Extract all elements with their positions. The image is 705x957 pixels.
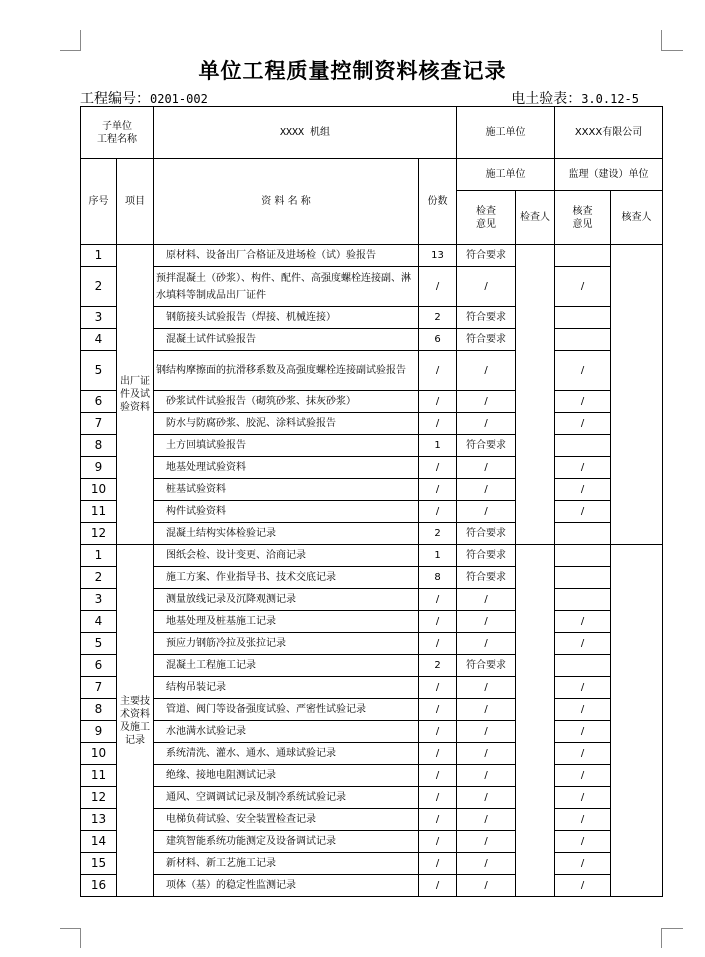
document-name: 系统清洗、灌水、通水、通球试验记录: [154, 743, 419, 765]
crop-mark: [80, 30, 81, 51]
check-opinion: 符合要求: [457, 245, 516, 267]
row-number: 6: [81, 391, 117, 413]
project-number-label: 工程编号：: [80, 91, 150, 107]
check-opinion: /: [457, 699, 516, 721]
verify-opinion: [555, 545, 611, 567]
table-row: [81, 245, 663, 267]
document-name: 桩基试验资料: [154, 479, 419, 501]
header-row-columns: [81, 159, 663, 191]
verify-opinion: /: [555, 853, 611, 875]
document-name: 砂浆试件试验报告（砌筑砂浆、抹灰砂浆）: [154, 391, 419, 413]
table-row: [81, 831, 663, 853]
group-label: [117, 545, 154, 897]
document-name: 预拌混凝土（砂浆）、构件、配件、高强度螺栓连接副、淋水填料等制成品出厂证件: [154, 267, 419, 307]
group-label-line: 验资料: [120, 402, 150, 413]
check-opinion: 符合要求: [457, 655, 516, 677]
table-row: [81, 589, 663, 611]
check-opinion: /: [457, 831, 516, 853]
crop-mark: [661, 50, 683, 51]
check-opinion: /: [457, 391, 516, 413]
form-number-label: 电土验表：: [511, 91, 582, 107]
contractor-name: XXXX有限公司: [555, 107, 663, 159]
header-row-unit: [81, 107, 663, 159]
verify-opinion: [555, 655, 611, 677]
sub-unit-label-line: 工程名称: [97, 133, 137, 145]
checker-cell: [516, 545, 555, 897]
document-name: 预应力钢筋冷拉及张拉记录: [154, 633, 419, 655]
crop-mark: [661, 30, 662, 51]
document-name: 管道、阀门等设备强度试验、严密性试验记录: [154, 699, 419, 721]
document-name: 绝缘、接地电阻测试记录: [154, 765, 419, 787]
col-supervisor-header: 监理（建设）单位: [555, 159, 663, 191]
table-row: [81, 391, 663, 413]
verify-opinion: /: [555, 413, 611, 435]
copies: /: [419, 351, 457, 391]
row-number: 10: [81, 479, 117, 501]
group-label: [117, 245, 154, 545]
row-number: 1: [81, 545, 117, 567]
row-number: 2: [81, 567, 117, 589]
check-opinion: /: [457, 479, 516, 501]
sub-unit-label-cell: [81, 107, 154, 159]
check-opinion: /: [457, 743, 516, 765]
table-row: [81, 809, 663, 831]
verify-opinion: /: [555, 743, 611, 765]
verify-opinion: /: [555, 391, 611, 413]
check-opinion: /: [457, 721, 516, 743]
row-number: 4: [81, 611, 117, 633]
copies: /: [419, 853, 457, 875]
check-opinion: /: [457, 787, 516, 809]
check-opinion: /: [457, 267, 516, 307]
copies: /: [419, 875, 457, 897]
copies: /: [419, 457, 457, 479]
verify-opinion: /: [555, 699, 611, 721]
check-opinion: /: [457, 501, 516, 523]
project-number-value: 0201-002: [150, 92, 208, 106]
row-number: 12: [81, 787, 117, 809]
verify-opinion: /: [555, 457, 611, 479]
copies: /: [419, 765, 457, 787]
col-opinion-header: [457, 191, 516, 245]
contractor-label: 施工单位: [457, 107, 555, 159]
document-name: 结构吊装记录: [154, 677, 419, 699]
crop-mark: [661, 928, 683, 929]
copies: /: [419, 699, 457, 721]
check-opinion: /: [457, 677, 516, 699]
table-row: [81, 329, 663, 351]
verify-opinion: [555, 307, 611, 329]
table-row: [81, 267, 663, 307]
row-number: 6: [81, 655, 117, 677]
col-opinion-header-line: 检查: [476, 205, 497, 217]
document-name: 混凝土结构实体检验记录: [154, 523, 419, 545]
document-name: 混凝土工程施工记录: [154, 655, 419, 677]
verify-opinion: [555, 567, 611, 589]
row-number: 3: [81, 307, 117, 329]
check-opinion: /: [457, 853, 516, 875]
verify-opinion: [555, 523, 611, 545]
check-opinion: 符合要求: [457, 567, 516, 589]
document-name: 地基处理试验资料: [154, 457, 419, 479]
verify-opinion: [555, 589, 611, 611]
table-row: [81, 523, 663, 545]
table-row: [81, 655, 663, 677]
sub-unit-name: XXXX 机组: [154, 107, 457, 159]
copies: 1: [419, 435, 457, 457]
copies: 1: [419, 545, 457, 567]
copies: /: [419, 589, 457, 611]
table-row: [81, 413, 663, 435]
document-name: 构件试验资料: [154, 501, 419, 523]
group-label-line: 记录: [125, 734, 145, 746]
table-row: [81, 351, 663, 391]
col-verify-opinion-header-line: 意见: [572, 218, 593, 230]
copies: 2: [419, 655, 457, 677]
row-number: 8: [81, 699, 117, 721]
check-opinion: 符合要求: [457, 435, 516, 457]
document-name: 地基处理及桩基施工记录: [154, 611, 419, 633]
group-label-line: 出厂证: [120, 376, 150, 387]
col-item-header: 项目: [117, 159, 154, 245]
row-number: 15: [81, 853, 117, 875]
check-opinion: 符合要求: [457, 523, 516, 545]
check-opinion: /: [457, 765, 516, 787]
row-number: 11: [81, 501, 117, 523]
check-opinion: 符合要求: [457, 545, 516, 567]
table-row: [81, 307, 663, 329]
document-name: 原材料、设备出厂合格证及进场检（试）验报告: [154, 245, 419, 267]
document-name: 通风、空调调试记录及制冷系统试验记录: [154, 787, 419, 809]
copies: /: [419, 413, 457, 435]
copies: /: [419, 611, 457, 633]
table-row: [81, 633, 663, 655]
copies: /: [419, 721, 457, 743]
copies: /: [419, 743, 457, 765]
verify-opinion: /: [555, 501, 611, 523]
project-number: [80, 88, 208, 108]
copies: /: [419, 267, 457, 307]
verify-opinion: /: [555, 831, 611, 853]
document-name: 土方回填试验报告: [154, 435, 419, 457]
verify-opinion: /: [555, 721, 611, 743]
table-row: [81, 567, 663, 589]
copies: 2: [419, 523, 457, 545]
crop-mark: [60, 928, 81, 929]
check-opinion: /: [457, 413, 516, 435]
check-opinion: /: [457, 809, 516, 831]
document-name: 水池满水试验记录: [154, 721, 419, 743]
copies: /: [419, 391, 457, 413]
row-number: 16: [81, 875, 117, 897]
group-label-line: 主要技: [120, 695, 150, 707]
document-name: 钢筋接头试验报告（焊接、机械连接）: [154, 307, 419, 329]
copies: 8: [419, 567, 457, 589]
group-label-line: 件及试: [120, 389, 150, 400]
check-opinion: /: [457, 875, 516, 897]
document-name: 测量放线记录及沉降观测记录: [154, 589, 419, 611]
check-opinion: /: [457, 611, 516, 633]
row-number: 5: [81, 351, 117, 391]
col-opinion-header-line: 意见: [476, 218, 497, 230]
table-row: [81, 875, 663, 897]
verify-opinion: [555, 329, 611, 351]
verify-opinion: /: [555, 267, 611, 307]
copies: /: [419, 787, 457, 809]
crop-mark: [661, 928, 662, 948]
table-row: [81, 699, 663, 721]
verifier-cell: [611, 245, 663, 545]
verify-opinion: /: [555, 787, 611, 809]
row-number: 13: [81, 809, 117, 831]
document-name: 新材料、新工艺施工记录: [154, 853, 419, 875]
copies: 6: [419, 329, 457, 351]
crop-mark: [60, 50, 81, 51]
verify-opinion: /: [555, 809, 611, 831]
verify-opinion: /: [555, 351, 611, 391]
check-opinion: /: [457, 351, 516, 391]
table-row: [81, 743, 663, 765]
document-name: 电梯负荷试验、安全装置检查记录: [154, 809, 419, 831]
copies: 2: [419, 307, 457, 329]
check-opinion: 符合要求: [457, 307, 516, 329]
row-number: 12: [81, 523, 117, 545]
verify-opinion: /: [555, 875, 611, 897]
row-number: 3: [81, 589, 117, 611]
copies: /: [419, 831, 457, 853]
row-number: 7: [81, 677, 117, 699]
row-number: 2: [81, 267, 117, 307]
verify-opinion: /: [555, 633, 611, 655]
verify-opinion: /: [555, 677, 611, 699]
col-verify-opinion-header: [555, 191, 611, 245]
col-verifier-header: 核查人: [611, 191, 663, 245]
document-name: 图纸会检、设计变更、洽商记录: [154, 545, 419, 567]
check-opinion: /: [457, 457, 516, 479]
check-opinion: /: [457, 633, 516, 655]
copies: /: [419, 479, 457, 501]
row-number: 1: [81, 245, 117, 267]
document-name: 混凝土试件试验报告: [154, 329, 419, 351]
table-row: [81, 611, 663, 633]
table-row: [81, 479, 663, 501]
copies: /: [419, 809, 457, 831]
row-number: 9: [81, 721, 117, 743]
check-record-table: [80, 106, 663, 897]
copies: 13: [419, 245, 457, 267]
checker-cell: [516, 245, 555, 545]
crop-mark: [80, 928, 81, 948]
col-seq-header: 序号: [81, 159, 117, 245]
table-row: [81, 853, 663, 875]
table-row: [81, 545, 663, 567]
sub-unit-label-line: 子单位: [102, 120, 132, 132]
form-number: [511, 88, 639, 108]
copies: /: [419, 677, 457, 699]
col-copies-header: 份数: [419, 159, 457, 245]
document-name: 施工方案、作业指导书、技术交底记录: [154, 567, 419, 589]
copies: /: [419, 633, 457, 655]
table-row: [81, 787, 663, 809]
table-row: [81, 457, 663, 479]
check-opinion: /: [457, 589, 516, 611]
document-name: 建筑智能系统功能测定及设备调试记录: [154, 831, 419, 853]
col-checker-header: 检查人: [516, 191, 555, 245]
table-row: [81, 721, 663, 743]
table-row: [81, 435, 663, 457]
verify-opinion: /: [555, 611, 611, 633]
verify-opinion: /: [555, 479, 611, 501]
form-number-value: 3.0.12-5: [581, 92, 639, 106]
document-name: 项体（基）的稳定性监测记录: [154, 875, 419, 897]
group-label-line: 及施工: [120, 721, 150, 733]
page-title: 单位工程质量控制资料核查记录: [198, 59, 507, 83]
row-number: 8: [81, 435, 117, 457]
row-number: 5: [81, 633, 117, 655]
row-number: 14: [81, 831, 117, 853]
table-row: [81, 677, 663, 699]
col-verify-opinion-header-line: 核查: [572, 205, 593, 217]
row-number: 10: [81, 743, 117, 765]
table-row: [81, 501, 663, 523]
verifier-cell: [611, 545, 663, 897]
row-number: 9: [81, 457, 117, 479]
col-contractor-header: 施工单位: [457, 159, 555, 191]
check-opinion: 符合要求: [457, 329, 516, 351]
row-number: 4: [81, 329, 117, 351]
group-label-line: 术资料: [120, 708, 150, 720]
verify-opinion: /: [555, 765, 611, 787]
row-number: 11: [81, 765, 117, 787]
copies: /: [419, 501, 457, 523]
document-name: 防水与防腐砂浆、胶泥、涂料试验报告: [154, 413, 419, 435]
row-number: 7: [81, 413, 117, 435]
table-row: [81, 765, 663, 787]
col-doc-name-header: 资 料 名 称: [154, 159, 419, 245]
verify-opinion: [555, 435, 611, 457]
document-name: 钢结构摩擦面的抗滑移系数及高强度螺栓连接副试验报告: [154, 351, 419, 391]
verify-opinion: [555, 245, 611, 267]
